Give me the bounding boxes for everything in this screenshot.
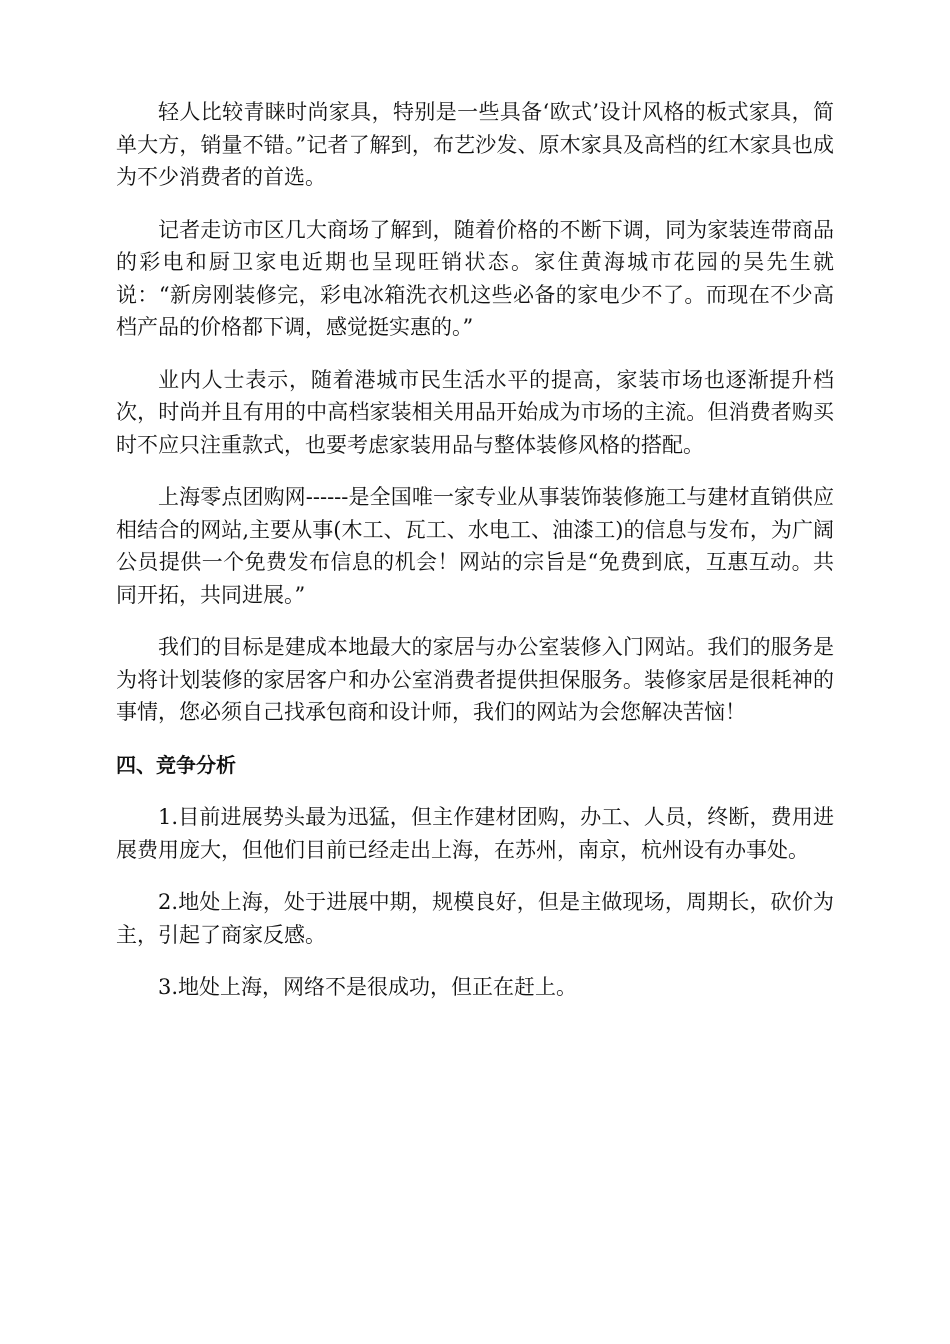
competitor-item-2: 2.地处上海，处于进展中期，规模良好，但是主做现场，周期长，砍价为主，引起了商家反感。: [116, 890, 834, 947]
section-heading-competition: 四、竞争分析: [116, 752, 236, 777]
competitor-item-3: 3.地处上海，网络不是很成功，但正在赶上。: [158, 975, 578, 999]
paragraph-industry-view: 业内人士表示，随着港城市民生活水平的提高，家装市场也逐渐提升档次，时尚并且有用的中高档家装相关用品开始成为市场的主流。但消费者购买时不应只注重款式，也要考虑家装用品与整体装修风格的搭配。: [116, 367, 834, 457]
paragraph-website-goal: 我们的目标是建成本地最大的家居与办公室装修入门网站。我们的服务是为将计划装修的家居客户和办公室消费者提供担保服务。装修家居是很耗神的事情，您必须自己找承包商和设计师，我们的网站为会您解决苦恼！: [116, 635, 834, 724]
paragraph-appliance-sales: 记者走访市区几大商场了解到，随着价格的不断下调，同为家装连带商品的彩电和厨卫家电近期也呈现旺销状态。家住黄海城市花园的吴先生就说：“新房刚装修完，彩电冰箱洗衣机这些必备的家电少不了。而现在不少高档产品的价格都下调，感觉挺实惠的。”: [116, 217, 834, 339]
competitor-item-1: 1.目前进展势头最为迅猛，但主作建材团购，办工、人员，终断，费用进展费用庞大，但他们目前已经走出上海，在苏州，南京，杭州设有办事处。: [116, 805, 834, 862]
document-page: [116, 96, 834, 1024]
paragraph-furniture-trends: 轻人比较青睐时尚家具，特别是一些具备‘欧式’设计风格的板式家具，简单大方，销量不错。”记者了解到，布艺沙发、原木家具及高档的红木家具也成为不少消费者的首选。: [116, 100, 834, 189]
paragraph-website-intro: 上海零点团购网------是全国唯一家专业从事装饰装修施工与建材直销供应相结合的网站,主要从事(木工、瓦工、水电工、油漆工)的信息与发布，为广阔公员提供一个免费发布信息的机会！网站的宗旨是“免费到底，互惠互动。共同开拓，共同进展。”: [116, 485, 834, 607]
